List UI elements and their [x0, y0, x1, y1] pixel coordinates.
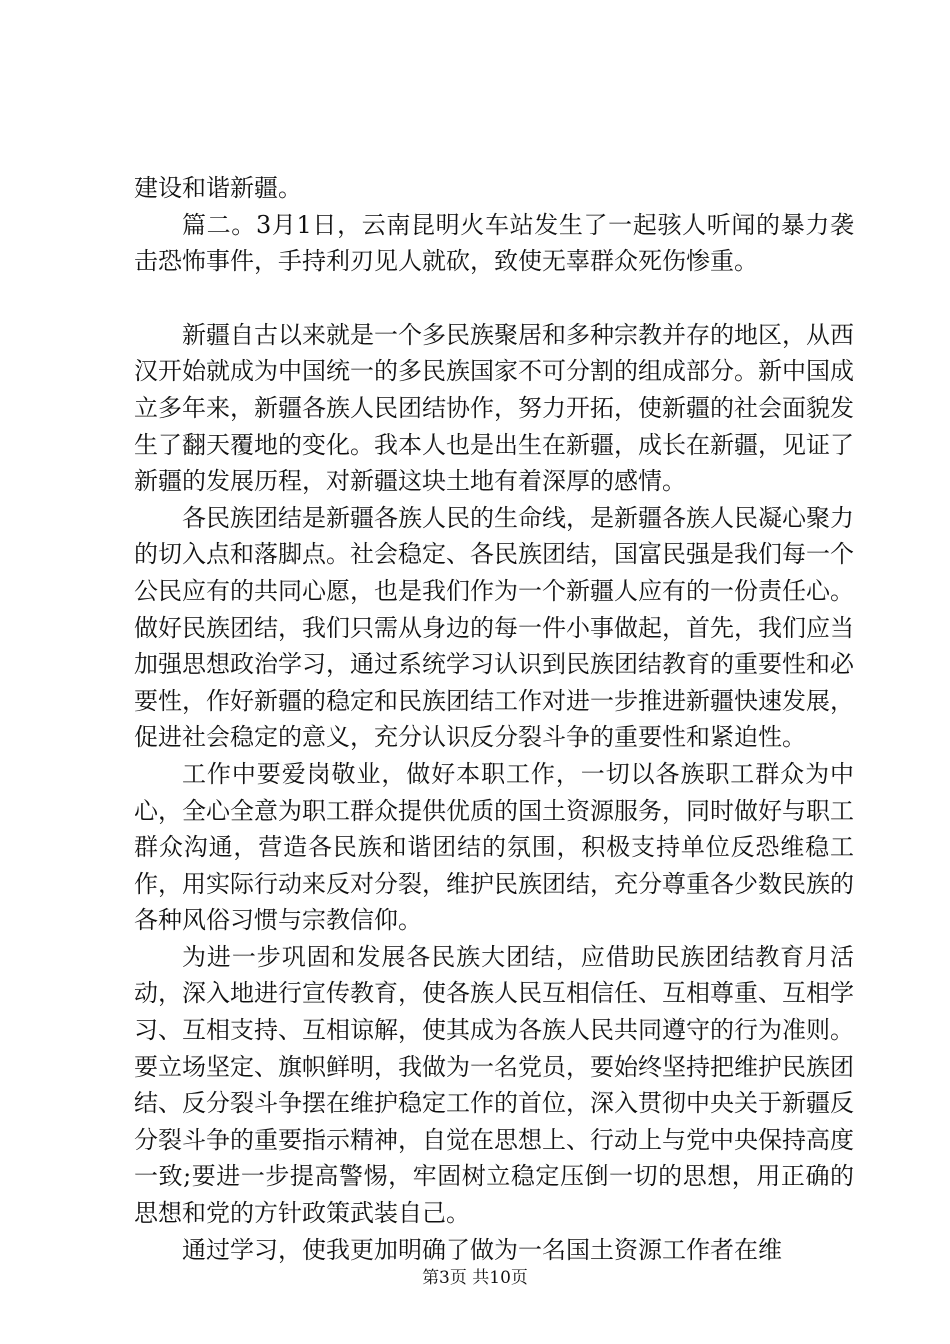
- paragraph-1: 建设和谐新疆。: [134, 174, 302, 202]
- paragraph-3: 新疆自古以来就是一个多民族聚居和多种宗教并存的地区，从西汉开始就成为中国统一的多民族国家不可分割的组成部分。新中国成立多年来，新疆各族人民团结协作，努力开拓，使新疆的社会面貌发生了翻天覆地的变化。我本人也是出生在新疆，成长在新疆，见证了新疆的发展历程，对新疆这块土地有着深厚的感情。: [134, 320, 854, 496]
- paragraph-spacer: [134, 280, 854, 317]
- page-footer: 第3页 共10页: [422, 1268, 528, 1288]
- paragraph-6: 为进一步巩固和发展各民族大团结，应借助民族团结教育月活动，深入地进行宣传教育，使各族人民互相信任、互相尊重、互相学习、互相支持、互相谅解，使其成为各族人民共同遵守的行为准则。要立场坚定、旗帜鲜明，我做为一名党员，要始终坚持把维护民族团结、反分裂斗争摆在维护稳定工作的首位，深入贯彻中央关于新疆反分裂斗争的重要指示精神，自觉在思想上、行动上与党中央保持高度一致;要进一步提高警惕，牢固树立稳定压倒一切的思想，用正确的思想和党的方针政策武装自己。: [134, 942, 854, 1228]
- paragraph-7: 通过学习，使我更加明确了做为一名国土资源工作者在维: [182, 1235, 782, 1264]
- document-body: [134, 170, 854, 1268]
- paragraph-2: 篇二。3月1日，云南昆明火车站发生了一起骇人听闻的暴力袭击恐怖事件，手持利刃见人就砍，致使无辜群众死伤惨重。: [134, 210, 854, 276]
- paragraph-5: 工作中要爱岗敬业，做好本职工作，一切以各族职工群众为中心，全心全意为职工群众提供优质的国土资源服务，同时做好与职工群众沟通，营造各民族和谐团结的氛围，积极支持单位反恐维稳工作，用实际行动来反对分裂，维护民族团结，充分尊重各少数民族的各种风俗习惯与宗教信仰。: [134, 759, 854, 935]
- paragraph-4: 各民族团结是新疆各族人民的生命线，是新疆各族人民凝心聚力的切入点和落脚点。社会稳定、各民族团结，国富民强是我们每一个公民应有的共同心愿，也是我们作为一个新疆人应有的一份责任心。做好民族团结，我们只需从身边的每一件小事做起，首先，我们应当加强思想政治学习，通过系统学习认识到民族团结教育的重要性和必要性，作好新疆的稳定和民族团结工作对进一步推进新疆快速发展，促进社会稳定的意义，充分认识反分裂斗争的重要性和紧迫性。: [134, 503, 854, 752]
